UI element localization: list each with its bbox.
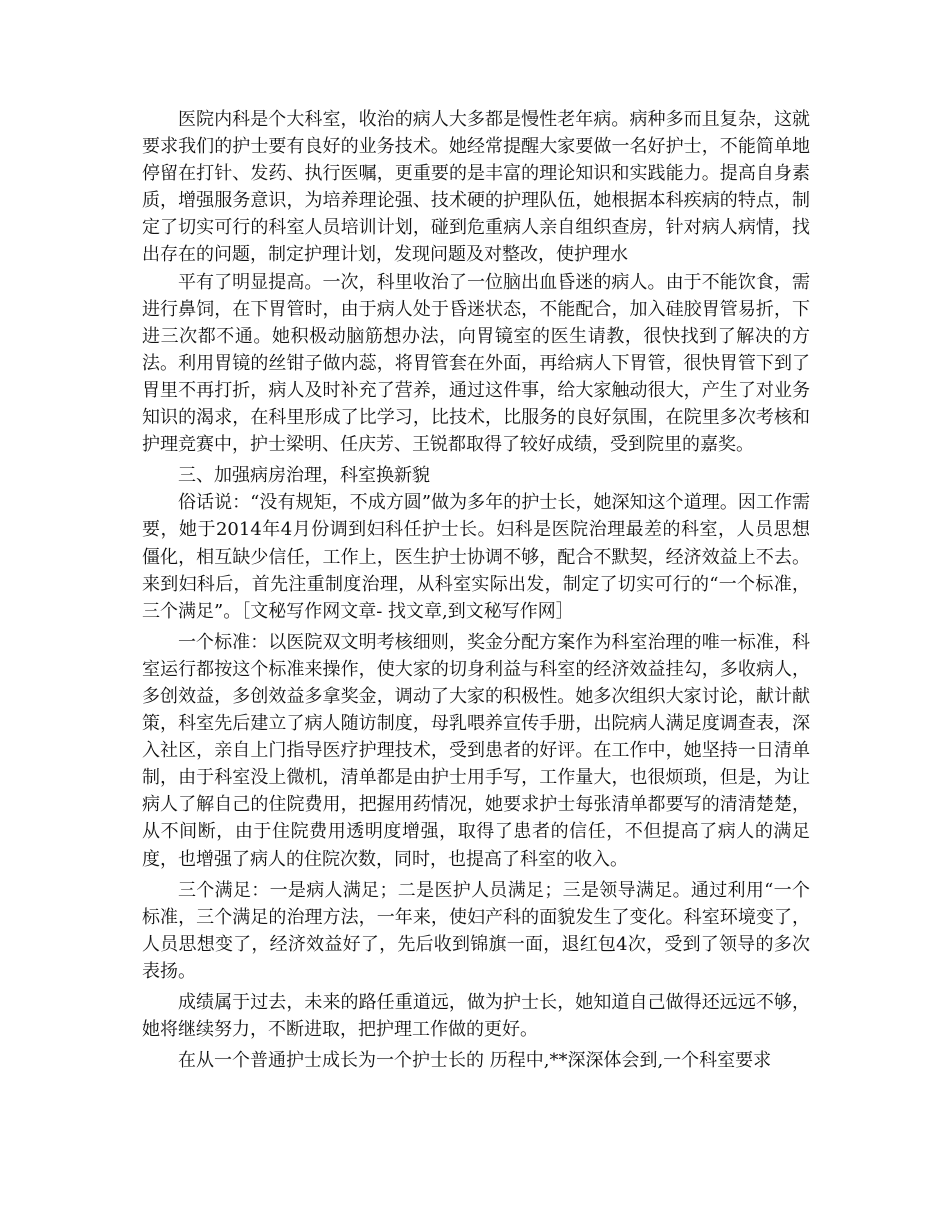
paragraph-growth-reflection: 在从一个普通护士成长为一个护士长的 历程中,**深深体会到,一个科室要求 bbox=[178, 1050, 772, 1072]
paragraph-achievements: 成绩属于过去，未来的路任重道远，做为护士长，她知道自己做得还远远不够，她将继续努力，不断进取，把护理工作做的更好。 bbox=[142, 992, 810, 1041]
document-page bbox=[142, 106, 810, 1074]
paragraph-nasal-feeding-case: 平有了明显提高。一次，科里收治了一位脑出血昏迷的病人。由于不能饮食，需进行鼻饲，在下胃管时，由于病人处于昏迷状态，不能配合，加入硅胶胃管易折，下进三次都不通。她积极动脑筋想办法，向胃镜室的医生请教，很快找到了解决的方法。利用胃镜的丝钳子做内蕊，将胃管套在外面，再给病人下胃管，很快胃管下到了胃里不再打折，病人及时补充了营养，通过这件事，给大家触动很大，产生了对业务知识的渴求，在科里形成了比学习，比技术，比服务的良好氛围，在院里多次考核和护理竞赛中，护士梁明、任庆芳、王锐都取得了较好成绩，受到院里的嘉奖。 bbox=[142, 271, 810, 456]
paragraph-rules-proverb: 俗话说：“没有规矩，不成方圆”做为多年的护士长，她深知这个道理。因工作需要，她于2014年4月份调到妇科任护士长。妇科是医院治理最差的科室，人员思想僵化，相互缺少信任，工作上，医生护士协调不够，配合不默契，经济效益上不去。来到妇科后，首先注重制度治理，从科室实际出发，制定了切实可行的“一个标准，三个满足”。［文秘写作网文章- 找文章,到文秘写作网］ bbox=[142, 492, 810, 622]
paragraph-internal-medicine: 医院内科是个大科室，收治的病人大多都是慢性老年病。病种多而且复杂，这就要求我们的护士要有良好的业务技术。她经常提醒大家要做一名好护士，不能简单地停留在打针、发药、执行医嘱，更重要的是丰富的理论知识和实践能力。提高自身素质，增强服务意识，为培养理论强、技术硬的护理队伍，她根据本科疾病的特点，制定了切实可行的科室人员培训计划，碰到危重病人亲自组织查房，针对病人病情，找出存在的问题，制定护理计划，发现问题及对整改，使护理水 bbox=[142, 109, 810, 266]
section-heading-ward-management: 三、加强病房治理，科室换新貌 bbox=[178, 465, 430, 487]
paragraph-one-standard: 一个标准：以医院双文明考核细则，奖金分配方案作为科室治理的唯一标准，科室运行都按这个标准来操作，使大家的切身利益与科室的经济效益挂勾，多收病人，多创效益，多创效益多拿奖金，调动了大家的积极性。她多次组织大家讨论，献计献策，科室先后建立了病人随访制度，母乳喂养宣传手册，出院病人满足度调查表，深入社区，亲自上门指导医疗护理技术，受到患者的好评。在工作中，她坚持一日清单制，由于科室没上微机，清单都是由护士用手写，工作量大，也很烦琐，但是，为让病人了解自己的住院费用，把握用药情况，她要求护士每张清单都要写的清清楚楚，从不间断，由于住院费用透明度增强，取得了患者的信任，不但提高了病人的满足度，也增强了病人的住院次数，同时，也提高了科室的收入。 bbox=[142, 631, 810, 870]
paragraph-three-satisfactions: 三个满足：一是病人满足；二是医护人员满足；三是领导满足。通过利用“一个标准，三个满足的治理方法，一年来，使妇产科的面貌发生了变化。科室环境变了，人员思想变了，经济效益好了，先后收到锦旗一面，退红包4次，受到了领导的多次表扬。 bbox=[142, 879, 810, 982]
